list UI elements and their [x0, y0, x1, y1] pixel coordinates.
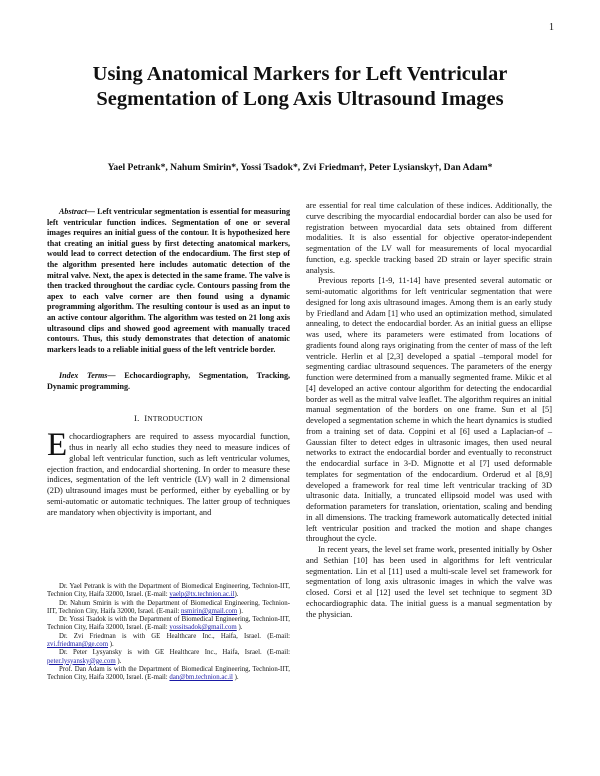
right-column — [306, 201, 552, 620]
footnote — [47, 666, 290, 683]
abstract — [47, 207, 290, 355]
footnote-end: ). — [232, 674, 239, 682]
email-link[interactable]: nsmirin@gmail.com — [180, 607, 238, 615]
footnote — [47, 600, 290, 617]
intro-text: chocardiographers are required to assess myocardial function, thus in nearly all echo studies they need to measure indices of global left ventricular function, such as left ventricular volumes, ejection fraction, and endocardial shortening. In order to measure these indices, segmentation of the left ventricle (LV) wall in 2 dimensional (2D) ultrasound images must be performed, either by eyeballing or by semi-automatic or automatic techniques. The latter group of techniques are mandatory when objectivity is important, and — [47, 432, 290, 517]
footnote-text: Dr. Yossi Tsadok is with the Department of Biomedical Engineering, Technion-IIT, Technion City, Haifa 32000, Israel. (E-mail: — [47, 616, 290, 632]
footnote-end: ). — [234, 591, 239, 599]
section-number: I. — [134, 412, 140, 423]
footnote-text: Prof. Dan Adam is with the Department of Biomedical Engineering, Technion-IIT, Technion City, Haifa 32000, Israel. (E-mail: — [47, 665, 290, 682]
section-heading — [47, 413, 290, 425]
email-link[interactable]: dan@bm.technion.ac.il — [169, 674, 233, 682]
paper-title: Using Anatomical Markers for Left Ventricular Segmentation of Long Axis Ultrasound Images — [92, 63, 508, 110]
footnote-text: Dr. Yael Petrank is with the Department of Biomedical Engineering, Technion-IIT, Technion City, Haifa 32000, Israel. (E-mail: — [47, 583, 290, 599]
abstract-label: Abstract— — [59, 207, 95, 216]
index-terms-label: Index Terms— — [59, 371, 116, 381]
left-column — [47, 207, 290, 518]
email-link[interactable]: yaelp@tx.technion.ac.il — [169, 591, 235, 599]
drop-cap: E — [47, 427, 68, 464]
footnote — [47, 649, 290, 666]
footnote — [47, 633, 290, 650]
footnote — [47, 616, 290, 633]
footnote-text: Dr. Zvi Friedman is with GE Healthcare Inc., Haifa, Israel. (E-mail: — [59, 632, 290, 640]
email-link[interactable]: zvi.friedman@ge.com — [47, 641, 109, 649]
index-terms — [47, 371, 290, 392]
footnote-text: Dr. Nahum Smirin is with the Department of Biomedical Engineering, Technion-IIT, Technion City, Haifa 32000, Israel. (E-mail: — [47, 599, 290, 615]
footnote-end: ). — [108, 641, 114, 649]
footnote-end: ). — [115, 657, 122, 665]
body-paragraph: In recent years, the level set frame work, presented initially by Osher and Sethian [10] has been used in algorithms for left ventricular segmentation. Lin et al [11] used a multi-scale level set framework for segmentation of long axis ultrasonic images in which the valve was closed. Corsi et al [12] used the level set technique to segment 3D echocardiographic data. The initial guess is a manual segmentation by the physician. — [306, 545, 552, 619]
body-paragraph: are essential for real time calculation of these indices. Additionally, the curve describing the myocardial endocardial border can also be used for registration between myocardial data sets obtained from different modalities. It is also essential for objective operator-independent segmentation of the LV wall for measurements of local myocardial function, e.g. speckle tracking based 2D strain or layer specific strain analysis. — [306, 201, 552, 275]
footnote — [47, 583, 290, 600]
body-paragraph: Previous reports [1-9, 11-14] have presented several automatic or semi-automatic algorithms for left ventricular segmentation that were designed for long axis ultrasound images. Among them is an early study by Friedland and Adam [1] who used an optimization method, simulated annealing, to detect the endocardial border. As an initial guess an ellipse was used, where its parameters were estimated from locations of gradients found along rays originating from the center of mass of the left ventricle. Herlin et al [2,3] developed a spatial –temporal model for segmenting cardiac ultrasound sequences. The parameters of the energy function were determined from a manually segmented frame. Mikic et al [4] developed an active contour algorithm for detecting the endocardial border as well as the mitral valve leaflet. The algorithm requires an initial manual segmentation of the borders on one frame. Sun et al [5] developed a segmentation scheme in which the heart dynamics is studied from a training set of data. Coppini et al [6] used a Laplacian-of –Gaussian filter to detect edges in ultrasonic images, then used neural networks to extract the endocardial border and eventually to reconstruct the endocardial surface in 3-D. Mignotte et al [7] used deformable templates for segmentation of the endocardium. Orderud et al [8,9] developed a framework for real time left ventricular tracking of 3D ultrasonic data. Initially, a truncated ellipsoid model was used with deformation parameters for translation, orientation, scaling and bending in all dimensions. The tracking framework automatically detected initial left ventricular position and tracked the motion and shape changes throughout the cycle. — [306, 276, 552, 544]
abstract-text: Left ventricular segmentation is essential for measuring left ventricular function indices. Segmentation of one or several images requires an initial guess of the contour. It is hypothesized here that creating an initial guess by first detecting anatomical markers, would lead to correct detection of the endocardium. The first step of the algorithm presented here includes automatic detection of the mitral valve. Next, the apex is detected in the same frame. The valve is then tracked throughout the cardiac cycle. Contours passing from the apex to each valve corner are then found using a dynamic programming algorithm. The resulting contour is used as an input to an active contour algorithm. The algorithm was tested on 21 long axis ultrasound clips and showed good agreement with manually traced contours. Thus, this study demonstrates that detection of anatomic markers leads to a reliable initial guess of the left ventricle border. — [47, 207, 290, 354]
index-terms-text: Echocardiography, Segmentation, Tracking, Dynamic programming. — [47, 371, 291, 391]
footnote-end: ). — [237, 607, 243, 615]
section-rest: NTRODUCTION — [147, 413, 203, 423]
footnote-text: Dr. Peter Lysyansky is with GE Healthcare Inc., Haifa, Israel. (E-mail: — [59, 649, 290, 657]
section-initial: I — [144, 412, 148, 423]
author-list: Yael Petrank*, Nahum Smirin*, Yossi Tsadok*, Zvi Friedman†, Peter Lysiansky†, Dan Adam* — [107, 162, 493, 173]
footnote-end: ). — [236, 624, 243, 632]
email-link[interactable]: peter.lysyansky@ge.com — [47, 657, 116, 665]
email-link[interactable]: yossitsadok@gmail.com — [169, 624, 237, 632]
page-number: 1 — [549, 22, 554, 33]
intro-paragraph — [47, 427, 290, 518]
author-footnotes — [47, 583, 290, 683]
